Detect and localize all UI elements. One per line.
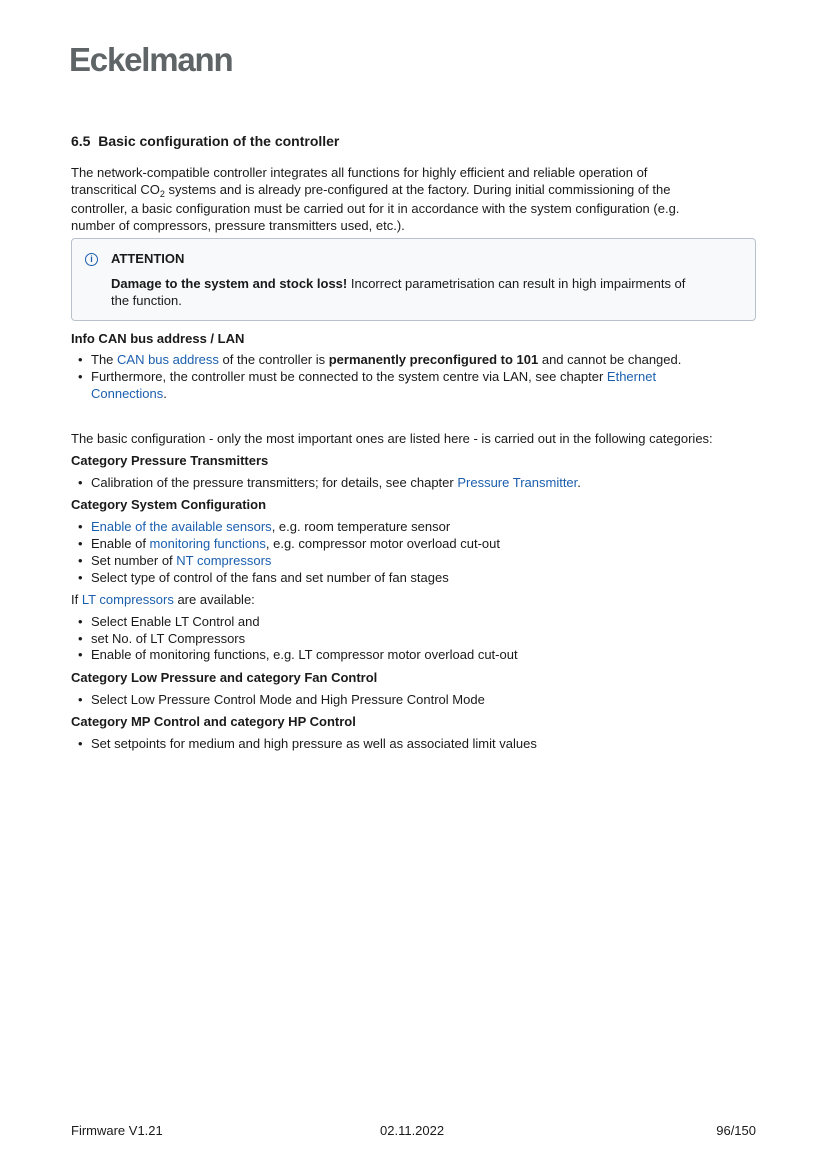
text: . [577, 475, 581, 490]
text: and cannot be changed. [538, 352, 682, 367]
link-ethernet-connections[interactable]: Ethernet [606, 369, 657, 384]
subheading: Category MP Control and category HP Control [71, 714, 356, 729]
subheading: Category Low Pressure and category Fan Control [71, 670, 378, 685]
list-item: • Select Low Pressure Control Mode and High Pressure Control Mode [91, 691, 485, 708]
list-item: • set No. of LT Compressors [91, 630, 245, 647]
footer-page-number: 96/150 [716, 1123, 756, 1138]
link-monitoring-functions[interactable]: monitoring functions [149, 536, 266, 551]
footer-date: 02.11.2022 [380, 1123, 445, 1138]
lt-intro [71, 591, 255, 608]
list-item [91, 351, 681, 368]
text: . [163, 386, 167, 401]
link-pressure-transmitter[interactable]: Pressure Transmitter [457, 475, 578, 490]
link-nt-compressors[interactable]: NT compressors [176, 553, 272, 568]
text: The [91, 352, 118, 367]
text: , e.g. room temperature sensor [271, 519, 451, 534]
intro-line: number of compressors, pressure transmitters used, etc.). [71, 218, 405, 233]
list-item [91, 474, 581, 491]
link-can-bus-address[interactable]: CAN bus address [117, 352, 219, 367]
text: Enable of [91, 536, 150, 551]
attention-text: the function. [111, 293, 182, 308]
eckelmann-logo: Eckelmann [69, 41, 233, 78]
text: Set number of [91, 553, 177, 568]
attention-bold: Damage to the system and stock loss! [111, 276, 348, 291]
link-ethernet-connections[interactable]: Connections [91, 386, 164, 401]
list-item [91, 518, 450, 535]
subscript: 2 [159, 189, 165, 199]
subheading: Category Pressure Transmitters [71, 453, 269, 468]
text: Calibration of the pressure transmitters; for details, see chapter [91, 475, 458, 490]
section-heading [71, 133, 339, 150]
list-item [91, 552, 271, 569]
attention-title: ATTENTION [111, 251, 185, 266]
text: If [71, 592, 82, 607]
subheading: Info CAN bus address / LAN [71, 331, 245, 346]
section-title: Basic configuration of the controller [98, 133, 340, 149]
categories-intro: The basic configuration - only the most important ones are listed here - is carried out in the following categories: [71, 431, 713, 446]
intro-line [71, 181, 670, 198]
text: transcritical CO [71, 182, 160, 197]
list-item: • Set setpoints for medium and high pressure as well as associated limit values [91, 735, 537, 752]
text: Incorrect parametrisation can result in high impairments of [347, 276, 686, 291]
list-item [91, 368, 656, 385]
text: , e.g. compressor motor overload cut-out [265, 536, 500, 551]
bold-text: permanently preconfigured to 101 [328, 352, 539, 367]
list-item: • Enable of monitoring functions, e.g. LT compressor motor overload cut-out [91, 646, 518, 663]
list-item [91, 535, 500, 552]
footer-firmware: Firmware V1.21 [71, 1123, 163, 1138]
attention-text [111, 275, 685, 292]
list-item-cont [91, 385, 167, 402]
intro-line: controller, a basic configuration must be carried out for it in accordance with the system configuration (e.g. [71, 201, 680, 216]
intro-line: The network-compatible controller integrates all functions for highly efficient and reliable operation of [71, 165, 648, 180]
text: are available: [173, 592, 255, 607]
list-item: • Select Enable LT Control and [91, 613, 260, 630]
link-available-sensors[interactable]: Enable of the available sensors [91, 519, 272, 534]
text: of the controller is [218, 352, 329, 367]
list-item: • Select type of control of the fans and set number of fan stages [91, 569, 449, 586]
section-number: 6.5 [71, 133, 91, 149]
link-lt-compressors[interactable]: LT compressors [81, 592, 174, 607]
info-icon: i [85, 253, 98, 266]
text: Furthermore, the controller must be connected to the system centre via LAN, see chapter [91, 369, 607, 384]
text: systems and is already pre-configured at the factory. During initial commissioning of the [164, 182, 671, 197]
subheading: Category System Configuration [71, 497, 267, 512]
